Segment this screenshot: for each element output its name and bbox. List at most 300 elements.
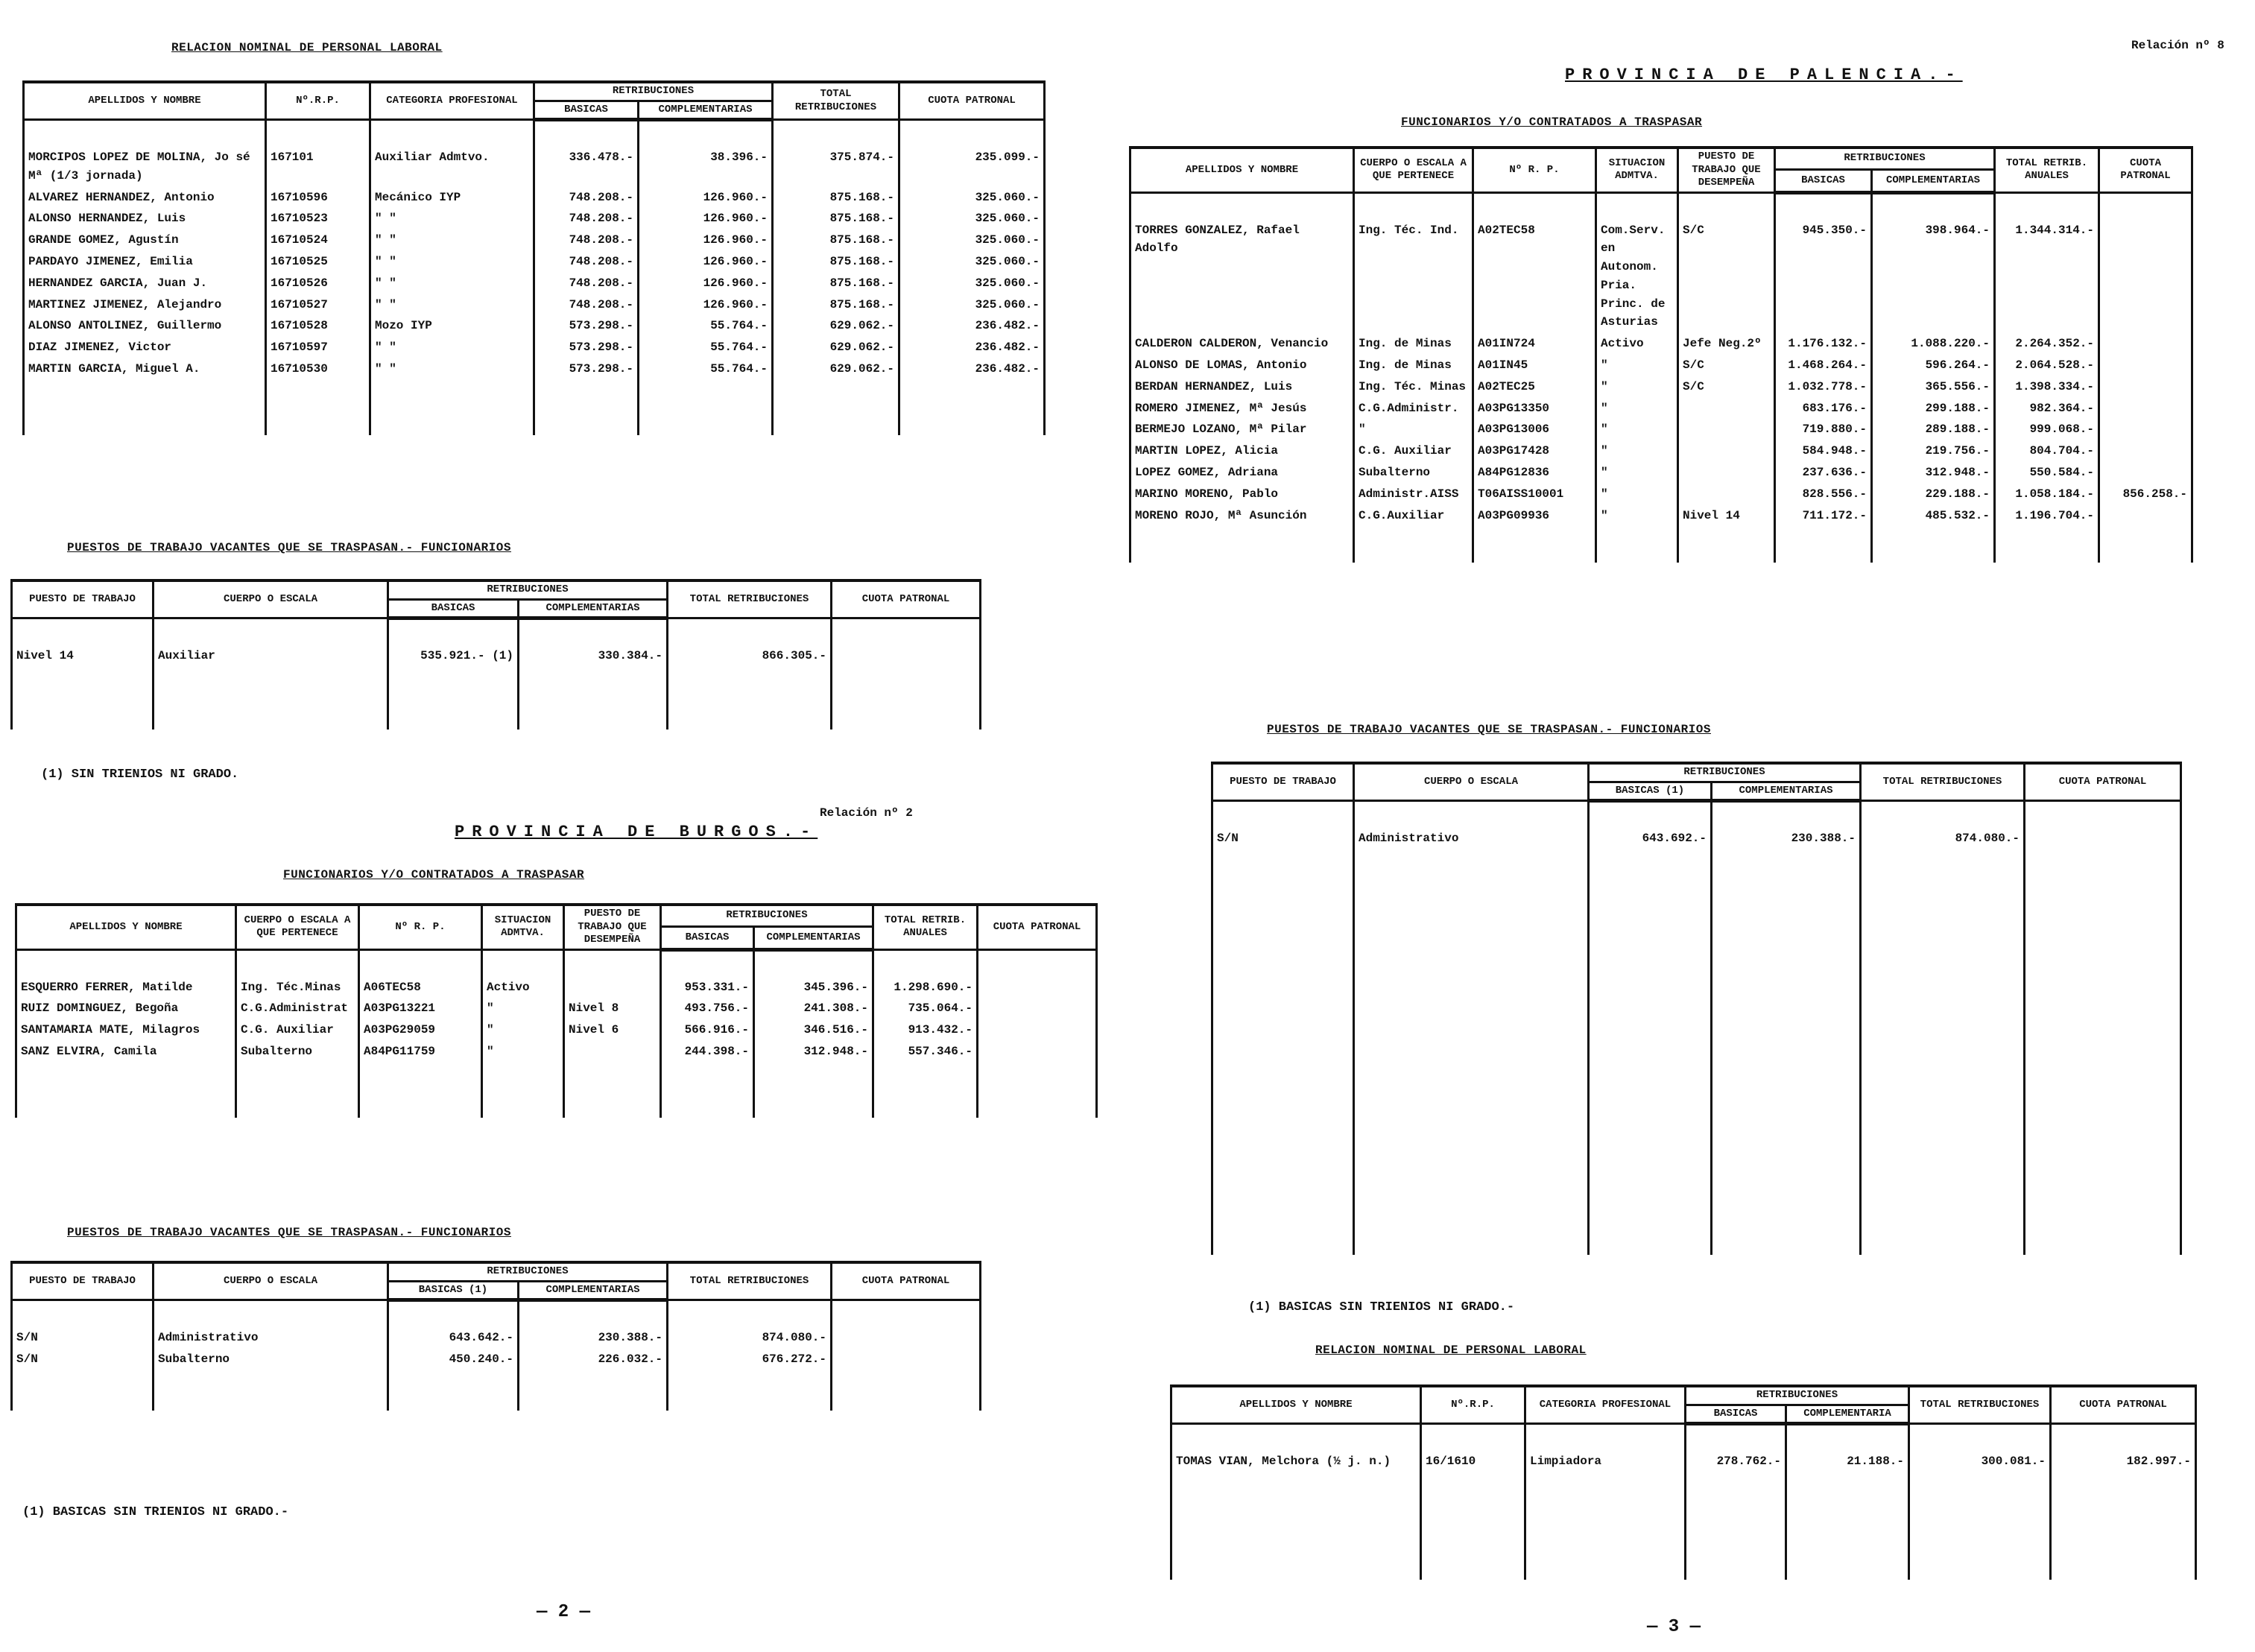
header-cell: COMPLEMENTARIAS xyxy=(1712,782,1861,801)
table-cell xyxy=(564,977,661,999)
table-row xyxy=(24,294,1045,316)
table-row xyxy=(1130,333,2192,355)
table-cell: 230.388.- xyxy=(1712,828,1861,849)
table-cell: 230.388.- xyxy=(519,1327,668,1349)
table-cell: 299.188.- xyxy=(1872,398,1995,420)
header-cell: RETRIBUCIONES xyxy=(534,82,773,101)
page2-vacantes2-table xyxy=(10,1261,981,1411)
table-cell: 312.948.- xyxy=(1872,462,1995,484)
table-cell: ESQUERRO FERRER, Matilde xyxy=(16,977,236,999)
table-cell: " xyxy=(1596,484,1678,505)
table-cell: A03PG09936 xyxy=(1473,505,1596,527)
table-cell: ALVAREZ HERNANDEZ, Antonio xyxy=(24,187,266,209)
table-cell: 485.532.- xyxy=(1872,505,1995,527)
table-cell: 16710526 xyxy=(266,273,370,294)
header-cell: COMPLEMENTARIAS xyxy=(519,1281,668,1300)
page2-vacantes1-note: (1) SIN TRIENIOS NI GRADO. xyxy=(41,768,239,782)
table-cell: 325.060.- xyxy=(899,273,1045,294)
table-cell: 55.764.- xyxy=(639,337,773,358)
table-cell: RUIZ DOMINGUEZ, Begoña xyxy=(16,998,236,1019)
table-cell: 235.099.- xyxy=(899,147,1045,187)
blank-row xyxy=(12,618,981,646)
header-cell: PUESTO DE TRABAJO xyxy=(12,1262,154,1300)
table-cell: 1.298.690.- xyxy=(873,977,978,999)
table-cell xyxy=(978,998,1097,1019)
table-cell: TOMAS VIAN, Melchora (½ j. n.) xyxy=(1171,1451,1421,1472)
table-cell: Subalterno xyxy=(1354,462,1473,484)
header-cell: RETRIBUCIONES xyxy=(388,1262,668,1281)
table-cell: " xyxy=(1354,419,1473,440)
table-cell: 55.764.- xyxy=(639,358,773,380)
page3-vacantes-note: (1) BASICAS SIN TRIENIOS NI GRADO.- xyxy=(1248,1300,1515,1314)
header-cell: CUERPO O ESCALA xyxy=(154,1262,388,1300)
table-row xyxy=(1171,1451,2196,1472)
table-cell: 573.298.- xyxy=(534,337,639,358)
table-cell: " xyxy=(482,998,564,1019)
header-cell: BASICAS xyxy=(1686,1405,1786,1424)
table-cell: PARDAYO JIMENEZ, Emilia xyxy=(24,251,266,273)
header-cell: CUOTA PATRONAL xyxy=(978,905,1097,949)
header-cell: CUOTA PATRONAL xyxy=(832,1262,981,1300)
header-cell: RETRIBUCIONES xyxy=(1589,763,1861,782)
table-cell: 16710530 xyxy=(266,358,370,380)
table-cell: 2.264.352.- xyxy=(1995,333,2099,355)
table-cell: " xyxy=(1596,355,1678,376)
table-cell: 866.305.- xyxy=(668,645,832,667)
table-cell: C.G. Auxiliar xyxy=(236,1019,359,1041)
table-cell: Ing. Téc. Minas xyxy=(1354,376,1473,398)
table-cell: " xyxy=(1596,505,1678,527)
table-cell: 398.964.- xyxy=(1872,220,1995,334)
table-cell: 629.062.- xyxy=(773,337,899,358)
table-cell: 16/1610 xyxy=(1421,1451,1525,1472)
table-cell: 676.272.- xyxy=(668,1349,832,1370)
page3-province-title: PROVINCIA DE PALENCIA.- xyxy=(1565,66,1963,84)
table-cell: " xyxy=(1596,398,1678,420)
table-cell: " " xyxy=(370,358,534,380)
page3-relacion-label: Relación nº 8 xyxy=(2131,39,2224,52)
table-row xyxy=(12,1327,981,1349)
table-cell: 913.432.- xyxy=(873,1019,978,1041)
table-cell: " " xyxy=(370,230,534,251)
table-cell: 1.196.704.- xyxy=(1995,505,2099,527)
table-cell: 573.298.- xyxy=(534,358,639,380)
table-cell: 241.308.- xyxy=(754,998,873,1019)
table-cell: 16710597 xyxy=(266,337,370,358)
table-cell: 493.756.- xyxy=(661,998,754,1019)
table-cell: A84PG11759 xyxy=(359,1041,482,1063)
page2-number: — 2 — xyxy=(537,1602,591,1622)
table-cell: A03PG13221 xyxy=(359,998,482,1019)
table-cell: Administrativo xyxy=(1354,828,1589,849)
table-cell: 226.032.- xyxy=(519,1349,668,1370)
table-cell: 16710525 xyxy=(266,251,370,273)
table-cell: 325.060.- xyxy=(899,208,1045,230)
table-cell: CALDERON CALDERON, Venancio xyxy=(1130,333,1354,355)
table-cell: 278.762.- xyxy=(1686,1451,1786,1472)
header-cell: CUERPO O ESCALA A QUE PERTENECE xyxy=(236,905,359,949)
table-cell: Mozo IYP xyxy=(370,315,534,337)
table-row xyxy=(16,1019,1097,1041)
table-cell: 953.331.- xyxy=(661,977,754,999)
blank-row xyxy=(1130,192,2192,220)
page3-vacantes-table xyxy=(1211,762,2182,1255)
header-cell: COMPLEMENTARIAS xyxy=(754,927,873,949)
table-cell: S/N xyxy=(1212,828,1354,849)
table-cell: 312.948.- xyxy=(754,1041,873,1063)
table-cell: " " xyxy=(370,273,534,294)
table-cell: Nivel 14 xyxy=(12,645,154,667)
table-cell: 330.384.- xyxy=(519,645,668,667)
table-cell: A03PG13350 xyxy=(1473,398,1596,420)
table-cell: Limpiadora xyxy=(1525,1451,1686,1472)
header-cell: CATEGORIA PROFESIONAL xyxy=(370,82,534,120)
table-cell: Administr.AISS xyxy=(1354,484,1473,505)
table-row xyxy=(1130,462,2192,484)
header-cell: COMPLEMENTARIAS xyxy=(519,599,668,618)
table-cell: A84PG12836 xyxy=(1473,462,1596,484)
table-cell: MARINO MORENO, Pablo xyxy=(1130,484,1354,505)
page2-vacantes1-table xyxy=(10,579,981,730)
table-row xyxy=(1130,419,2192,440)
header-cell: COMPLEMENTARIA xyxy=(1786,1405,1909,1424)
table-cell: S/C xyxy=(1678,376,1775,398)
table-cell: 300.081.- xyxy=(1909,1451,2051,1472)
table-row xyxy=(24,208,1045,230)
header-cell: BASICAS xyxy=(388,599,519,618)
page3-number: — 3 — xyxy=(1647,1617,1701,1637)
table-cell: 748.208.- xyxy=(534,230,639,251)
table-cell: 711.172.- xyxy=(1775,505,1872,527)
table-row xyxy=(1130,376,2192,398)
blank-row xyxy=(1130,526,2192,563)
table-cell: " xyxy=(482,1041,564,1063)
table-row xyxy=(16,1041,1097,1063)
table-cell: 365.556.- xyxy=(1872,376,1995,398)
table-cell xyxy=(978,1019,1097,1041)
table-row xyxy=(1212,828,2181,849)
table-cell: 126.960.- xyxy=(639,187,773,209)
table-cell: 325.060.- xyxy=(899,294,1045,316)
header-cell: Nº R. P. xyxy=(359,905,482,949)
table-cell: 874.080.- xyxy=(668,1327,832,1349)
table-cell: 325.060.- xyxy=(899,230,1045,251)
table-cell: 874.080.- xyxy=(1861,828,2025,849)
table-cell: 244.398.- xyxy=(661,1041,754,1063)
header-cell: PUESTO DE TRABAJO xyxy=(12,580,154,618)
table-cell xyxy=(832,645,981,667)
header-cell: SITUACION ADMTVA. xyxy=(482,905,564,949)
table-cell: " " xyxy=(370,251,534,273)
table-cell: " " xyxy=(370,294,534,316)
table-cell xyxy=(978,977,1097,999)
header-cell: TOTAL RETRIBUCIONES xyxy=(668,580,832,618)
header-cell: RETRIBUCIONES xyxy=(388,580,668,599)
table-cell: GRANDE GOMEZ, Agustín xyxy=(24,230,266,251)
page3-laboral-table xyxy=(1170,1384,2197,1580)
table-cell: 875.168.- xyxy=(773,230,899,251)
table-cell: S/N xyxy=(12,1327,154,1349)
header-cell: TOTAL RETRIBUCIONES xyxy=(668,1262,832,1300)
table-cell: Subalterno xyxy=(236,1041,359,1063)
table-cell: 237.636.- xyxy=(1775,462,1872,484)
header-cell: RETRIBUCIONES xyxy=(1686,1386,1909,1405)
page2-province-title: PROVINCIA DE BURGOS.- xyxy=(455,823,818,841)
header-cell: TOTAL RETRIB. ANUALES xyxy=(873,905,978,949)
table-cell xyxy=(832,1327,981,1349)
table-row xyxy=(24,337,1045,358)
table-cell xyxy=(1678,462,1775,484)
table-cell: 875.168.- xyxy=(773,251,899,273)
table-cell: 346.516.- xyxy=(754,1019,873,1041)
table-cell: MARTIN LOPEZ, Alicia xyxy=(1130,440,1354,462)
blank-row xyxy=(1212,849,2181,1255)
table-cell: A02TEC25 xyxy=(1473,376,1596,398)
table-cell: 126.960.- xyxy=(639,251,773,273)
blank-row xyxy=(12,1300,981,1328)
page3-subtitle: FUNCIONARIOS Y/O CONTRATADOS A TRASPASAR xyxy=(1401,115,1703,129)
table-cell: 596.264.- xyxy=(1872,355,1995,376)
table-cell: 219.756.- xyxy=(1872,440,1995,462)
table-cell: " xyxy=(482,1019,564,1041)
table-cell: 748.208.- xyxy=(534,187,639,209)
header-cell: APELLIDOS Y NOMBRE xyxy=(16,905,236,949)
table-cell: 535.921.- (1) xyxy=(388,645,519,667)
blank-row xyxy=(1171,1472,2196,1580)
table-cell: 550.584.- xyxy=(1995,462,2099,484)
table-cell: S/C xyxy=(1678,355,1775,376)
header-cell: CUOTA PATRONAL xyxy=(832,580,981,618)
table-cell: 126.960.- xyxy=(639,230,773,251)
blank-row xyxy=(12,1370,981,1411)
blank-row xyxy=(12,667,981,730)
table-cell: Ing. Téc.Minas xyxy=(236,977,359,999)
table-cell: 1.088.220.- xyxy=(1872,333,1995,355)
table-cell: ALONSO DE LOMAS, Antonio xyxy=(1130,355,1354,376)
table-cell: Mecánico IYP xyxy=(370,187,534,209)
table-row xyxy=(1130,220,2192,334)
page2-laboral-table xyxy=(22,80,1046,435)
table-cell: 126.960.- xyxy=(639,294,773,316)
table-cell: Auxiliar Admtvo. xyxy=(370,147,534,187)
table-row xyxy=(12,645,981,667)
blank-row xyxy=(24,120,1045,148)
table-cell: Ing. Téc. Ind. xyxy=(1354,220,1473,334)
table-cell: 375.874.- xyxy=(773,147,899,187)
page2-laboral-title: RELACION NOMINAL DE PERSONAL LABORAL xyxy=(171,41,443,54)
table-row xyxy=(24,230,1045,251)
table-cell: MARTINEZ JIMENEZ, Alejandro xyxy=(24,294,266,316)
table-cell: 289.188.- xyxy=(1872,419,1995,440)
table-row xyxy=(24,273,1045,294)
table-cell: 325.060.- xyxy=(899,251,1045,273)
header-cell: TOTAL RETRIBUCIONES xyxy=(1909,1386,2051,1424)
table-cell: 557.346.- xyxy=(873,1041,978,1063)
table-cell: MORENO ROJO, Mª Asunción xyxy=(1130,505,1354,527)
table-cell: 629.062.- xyxy=(773,315,899,337)
header-cell: Nº.R.P. xyxy=(1421,1386,1525,1424)
table-cell: 236.482.- xyxy=(899,315,1045,337)
table-cell: ALONSO ANTOLINEZ, Guillermo xyxy=(24,315,266,337)
table-cell: 748.208.- xyxy=(534,208,639,230)
header-cell: SITUACION ADMTVA. xyxy=(1596,148,1678,192)
table-cell: LOPEZ GOMEZ, Adriana xyxy=(1130,462,1354,484)
header-cell: COMPLEMENTARIAS xyxy=(1872,170,1995,192)
table-cell xyxy=(2025,828,2181,849)
table-cell xyxy=(978,1041,1097,1063)
table-cell xyxy=(1678,398,1775,420)
header-cell: BASICAS (1) xyxy=(388,1281,519,1300)
table-cell: " xyxy=(1596,462,1678,484)
table-cell: 126.960.- xyxy=(639,208,773,230)
header-cell: TOTAL RETRIBUCIONES xyxy=(1861,763,2025,801)
header-cell: PUESTO DE TRABAJO QUE DESEMPEÑA xyxy=(1678,148,1775,192)
header-cell: BASICAS xyxy=(661,927,754,949)
table-cell xyxy=(1678,419,1775,440)
blank-row xyxy=(16,1063,1097,1118)
table-cell: SANTAMARIA MATE, Milagros xyxy=(16,1019,236,1041)
table-cell: 856.258.- xyxy=(2099,484,2192,505)
header-cell: TOTAL RETRIB. ANUALES xyxy=(1995,148,2099,192)
table-row xyxy=(1130,440,2192,462)
table-row xyxy=(1130,505,2192,527)
table-cell: " xyxy=(1596,376,1678,398)
table-row xyxy=(16,998,1097,1019)
table-cell: 450.240.- xyxy=(388,1349,519,1370)
table-cell: A03PG13006 xyxy=(1473,419,1596,440)
page3-funcionarios-table xyxy=(1129,146,2193,563)
table-cell: A06TEC58 xyxy=(359,977,482,999)
table-cell: 55.764.- xyxy=(639,315,773,337)
header-cell: APELLIDOS Y NOMBRE xyxy=(1130,148,1354,192)
table-cell xyxy=(2099,440,2192,462)
table-cell: 236.482.- xyxy=(899,358,1045,380)
table-cell: Auxiliar xyxy=(154,645,388,667)
table-cell xyxy=(2099,333,2192,355)
table-cell: 21.188.- xyxy=(1786,1451,1909,1472)
table-cell: C.G.Auxiliar xyxy=(1354,505,1473,527)
table-cell: Jefe Neg.2º xyxy=(1678,333,1775,355)
table-cell: " " xyxy=(370,208,534,230)
table-cell xyxy=(2099,355,2192,376)
table-cell: C.G.Administrat xyxy=(236,998,359,1019)
page2-burgos-subtitle: FUNCIONARIOS Y/O CONTRATADOS A TRASPASAR xyxy=(283,868,585,882)
table-cell: S/C xyxy=(1678,220,1775,334)
table-row xyxy=(1130,484,2192,505)
header-cell: CUERPO O ESCALA A QUE PERTENECE xyxy=(1354,148,1473,192)
table-row xyxy=(24,315,1045,337)
table-cell: A01IN724 xyxy=(1473,333,1596,355)
header-cell: BASICAS xyxy=(534,101,639,120)
table-cell: S/N xyxy=(12,1349,154,1370)
table-cell: Activo xyxy=(1596,333,1678,355)
table-cell: 584.948.- xyxy=(1775,440,1872,462)
table-cell: C.G. Auxiliar xyxy=(1354,440,1473,462)
table-cell: Nivel 14 xyxy=(1678,505,1775,527)
table-cell: 167101 xyxy=(266,147,370,187)
table-cell xyxy=(564,1041,661,1063)
header-cell: CUOTA PATRONAL xyxy=(2025,763,2181,801)
table-row xyxy=(24,358,1045,380)
table-cell: 643.642.- xyxy=(388,1327,519,1349)
table-cell: 683.176.- xyxy=(1775,398,1872,420)
table-cell: 16710524 xyxy=(266,230,370,251)
table-cell: 229.188.- xyxy=(1872,484,1995,505)
table-cell: DIAZ JIMENEZ, Victor xyxy=(24,337,266,358)
table-cell: 875.168.- xyxy=(773,273,899,294)
page2-burgos-table xyxy=(15,903,1098,1118)
table-cell xyxy=(2099,398,2192,420)
table-cell: 325.060.- xyxy=(899,187,1045,209)
table-cell: A02TEC58 xyxy=(1473,220,1596,334)
table-cell: 126.960.- xyxy=(639,273,773,294)
table-cell: " " xyxy=(370,337,534,358)
table-cell: 748.208.- xyxy=(534,251,639,273)
table-cell: 748.208.- xyxy=(534,273,639,294)
header-cell: PUESTO DE TRABAJO xyxy=(1212,763,1354,801)
table-cell: TORRES GONZALEZ, Rafael Adolfo xyxy=(1130,220,1354,334)
page3-vacantes-title: PUESTOS DE TRABAJO VACANTES QUE SE TRASPASAN.- FUNCIONARIOS xyxy=(1267,723,1711,736)
page2-relacion-label: Relación nº 2 xyxy=(820,806,913,820)
header-cell: PUESTO DE TRABAJO QUE DESEMPEÑA xyxy=(564,905,661,949)
table-row xyxy=(12,1349,981,1370)
header-cell: CUERPO O ESCALA xyxy=(154,580,388,618)
table-row xyxy=(24,147,1045,187)
header-cell: CUOTA PATRONAL xyxy=(899,82,1045,120)
header-cell: CUOTA PATRONAL xyxy=(2099,148,2192,192)
table-cell: 748.208.- xyxy=(534,294,639,316)
table-cell: 875.168.- xyxy=(773,208,899,230)
table-cell xyxy=(2099,505,2192,527)
table-cell: 566.916.- xyxy=(661,1019,754,1041)
table-cell: 643.692.- xyxy=(1589,828,1712,849)
table-cell: 1.032.778.- xyxy=(1775,376,1872,398)
table-cell: ROMERO JIMENEZ, Mª Jesús xyxy=(1130,398,1354,420)
table-cell: 573.298.- xyxy=(534,315,639,337)
header-cell: RETRIBUCIONES xyxy=(661,905,873,927)
table-row xyxy=(24,251,1045,273)
header-cell: RETRIBUCIONES xyxy=(1775,148,1995,170)
table-row xyxy=(24,187,1045,209)
table-cell: Subalterno xyxy=(154,1349,388,1370)
table-cell: T06AISS10001 xyxy=(1473,484,1596,505)
table-cell: MARTIN GARCIA, Miguel A. xyxy=(24,358,266,380)
table-cell: 875.168.- xyxy=(773,294,899,316)
blank-row xyxy=(1171,1424,2196,1452)
table-cell: Activo xyxy=(482,977,564,999)
header-cell: CUOTA PATRONAL xyxy=(2051,1386,2196,1424)
page2-vacantes2-title: PUESTOS DE TRABAJO VACANTES QUE SE TRASPASAN.- FUNCIONARIOS xyxy=(67,1226,511,1239)
header-cell: TOTAL RETRIBUCIONES xyxy=(773,82,899,120)
header-cell: Nº R. P. xyxy=(1473,148,1596,192)
table-cell: 945.350.- xyxy=(1775,220,1872,334)
table-cell: BERMEJO LOZANO, Mª Pilar xyxy=(1130,419,1354,440)
table-cell: 982.364.- xyxy=(1995,398,2099,420)
table-cell: Administrativo xyxy=(154,1327,388,1349)
table-cell: ALONSO HERNANDEZ, Luis xyxy=(24,208,266,230)
table-cell xyxy=(2099,376,2192,398)
table-cell: A01IN45 xyxy=(1473,355,1596,376)
header-cell: CATEGORIA PROFESIONAL xyxy=(1525,1386,1686,1424)
blank-row xyxy=(1212,801,2181,829)
table-cell: BERDAN HERNANDEZ, Luis xyxy=(1130,376,1354,398)
table-cell: 16710596 xyxy=(266,187,370,209)
table-cell xyxy=(1678,484,1775,505)
table-cell: 1.398.334.- xyxy=(1995,376,2099,398)
table-cell: 182.997.- xyxy=(2051,1451,2196,1472)
table-cell: Nivel 6 xyxy=(564,1019,661,1041)
table-cell xyxy=(1678,440,1775,462)
